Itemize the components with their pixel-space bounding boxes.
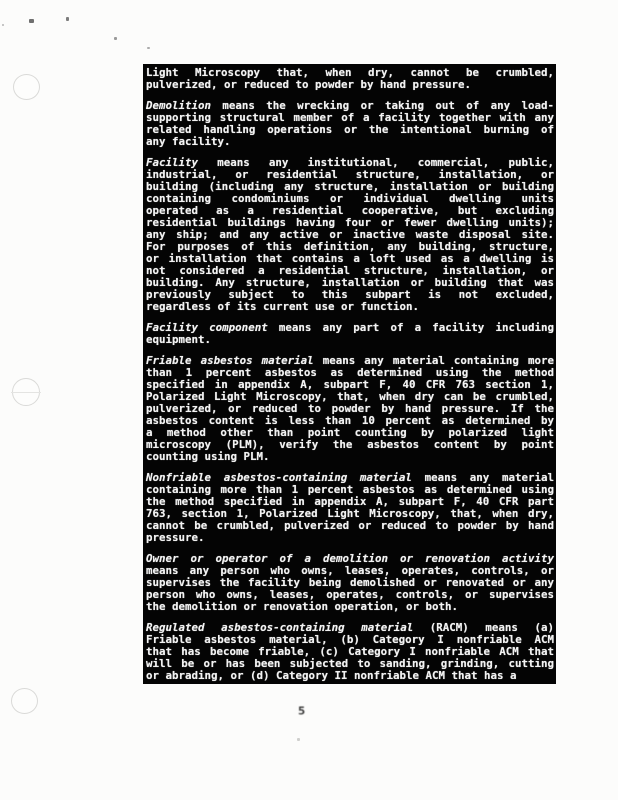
definition-paragraph xyxy=(146,622,554,682)
defined-term: Friable asbestos material xyxy=(146,354,314,367)
text-line: not considered a residential structure, installation, or xyxy=(146,264,554,277)
text-line: that has become friable, (c) Category I nonfriable ACM that xyxy=(146,645,554,658)
punch-hole-top xyxy=(13,74,40,100)
scan-speck xyxy=(66,17,69,21)
text-block xyxy=(143,64,556,684)
text-line: Demolition means the wrecking or taking out of any load- xyxy=(146,99,554,112)
text-line: equipment. xyxy=(146,333,212,346)
text-line: Light Microscopy that, when dry, cannot be crumbled, xyxy=(146,66,554,79)
defined-term: Facility xyxy=(146,156,199,169)
text-line: microscopy (PLM), verify the asbestos content by point xyxy=(146,438,554,451)
text-line: pulverized, or reduced to powder by hand pressure. xyxy=(146,78,472,91)
definition-paragraph xyxy=(146,355,554,463)
scan-speck xyxy=(114,37,117,40)
text-line: Friable asbestos material, (b) Category I nonfriable ACM xyxy=(146,633,554,646)
scan-speck xyxy=(147,47,150,49)
defined-term: Demolition xyxy=(146,99,212,112)
text-line: cannot be crumbled, pulverized or reduced to powder by hand xyxy=(146,519,554,532)
page-number: 5 xyxy=(298,705,306,717)
punch-hole-crease xyxy=(11,392,41,393)
text-line: regardless of its current use or function. xyxy=(146,300,420,313)
text-line: specified in appendix A, subpart F, 40 CFR 763 section 1, xyxy=(146,378,554,391)
defined-term: Nonfriable asbestos-containing material xyxy=(146,471,412,484)
text-line: supporting structural member of a facility together with any xyxy=(146,111,554,124)
text-line: For purposes of this definition, any building, structure, xyxy=(146,240,554,253)
text-line: counting using PLM. xyxy=(146,450,270,463)
text-line: containing more than 1 percent asbestos as determined using xyxy=(146,483,554,496)
definition-paragraph xyxy=(146,322,554,346)
punch-hole-bottom xyxy=(11,688,38,714)
definition-paragraph xyxy=(146,553,554,613)
text-line: or abrading, or (d) Category II nonfriable ACM that has a xyxy=(146,669,517,682)
text-line: building (including any structure, installation or building xyxy=(146,180,554,193)
definition-paragraph xyxy=(146,67,554,91)
text-line: building. Any structure, installation or building that was xyxy=(146,276,554,289)
text-line: or installation that contains a loft used as a dwelling is xyxy=(146,252,554,265)
text-line: supervises the facility being demolished or renovated or any xyxy=(146,576,554,589)
text-line: any ship; and any active or inactive waste disposal site. xyxy=(146,228,554,241)
text-line: residential buildings having four or fewer dwelling units); xyxy=(146,216,554,229)
defined-term: Facility component xyxy=(146,321,268,334)
text-line: person who owns, leases, operates, controls, or supervises xyxy=(146,588,554,601)
text-line: operated as a residential cooperative, but excluding xyxy=(146,204,554,217)
scan-speck xyxy=(297,738,300,741)
text-line: means any person who owns, leases, operates, controls, or xyxy=(146,564,554,577)
text-line: Polarized Light Microscopy, that, when dry can be crumbled, xyxy=(146,390,554,403)
text-line: Nonfriable asbestos-containing material means any material xyxy=(146,471,554,484)
text-line: will be or has been subjected to sanding, grinding, cutting xyxy=(146,657,554,670)
text-line: Facility means any institutional, commercial, public, xyxy=(146,156,554,169)
punch-hole-middle xyxy=(12,378,40,406)
text-line: the demolition or renovation operation, or both. xyxy=(146,600,459,613)
text-line: 763, section 1, Polarized Light Microscopy, that, when dry, xyxy=(146,507,554,520)
text-line: Facility component means any part of a facility including xyxy=(146,321,554,334)
text-line: than 1 percent asbestos as determined using the method xyxy=(146,366,554,379)
text-line: pressure. xyxy=(146,531,205,544)
text-line: Friable asbestos material means any material containing more xyxy=(146,354,555,367)
scan-speck xyxy=(29,19,34,23)
defined-term: Owner or operator of a demolition or renovation activity xyxy=(146,552,554,565)
text-line: a method other than point counting by polarized light xyxy=(146,426,554,439)
text-line: pulverized, or reduced to powder by hand pressure. If the xyxy=(146,402,554,415)
text-line: containing condominiums or individual dwelling units xyxy=(146,192,554,205)
text-line: related handling operations or the intentional burning of xyxy=(146,123,554,136)
definition-paragraph xyxy=(146,157,554,313)
text-line: any facility. xyxy=(146,135,231,148)
definition-paragraph xyxy=(146,100,554,148)
defined-term: Regulated asbestos-containing material xyxy=(146,621,414,634)
text-line: previously subject to this subpart is not excluded, xyxy=(146,288,554,301)
text-line: industrial, or residential structure, installation, or xyxy=(146,168,554,181)
text-line: asbestos content is less than 10 percent as determined by xyxy=(146,414,554,427)
text-line: Regulated asbestos-containing material (RACM) means (a) xyxy=(146,621,554,634)
text-line: the method specified in appendix A, subpart F, 40 CFR part xyxy=(146,495,554,508)
scan-speck xyxy=(2,24,4,26)
definition-paragraph xyxy=(146,472,554,544)
